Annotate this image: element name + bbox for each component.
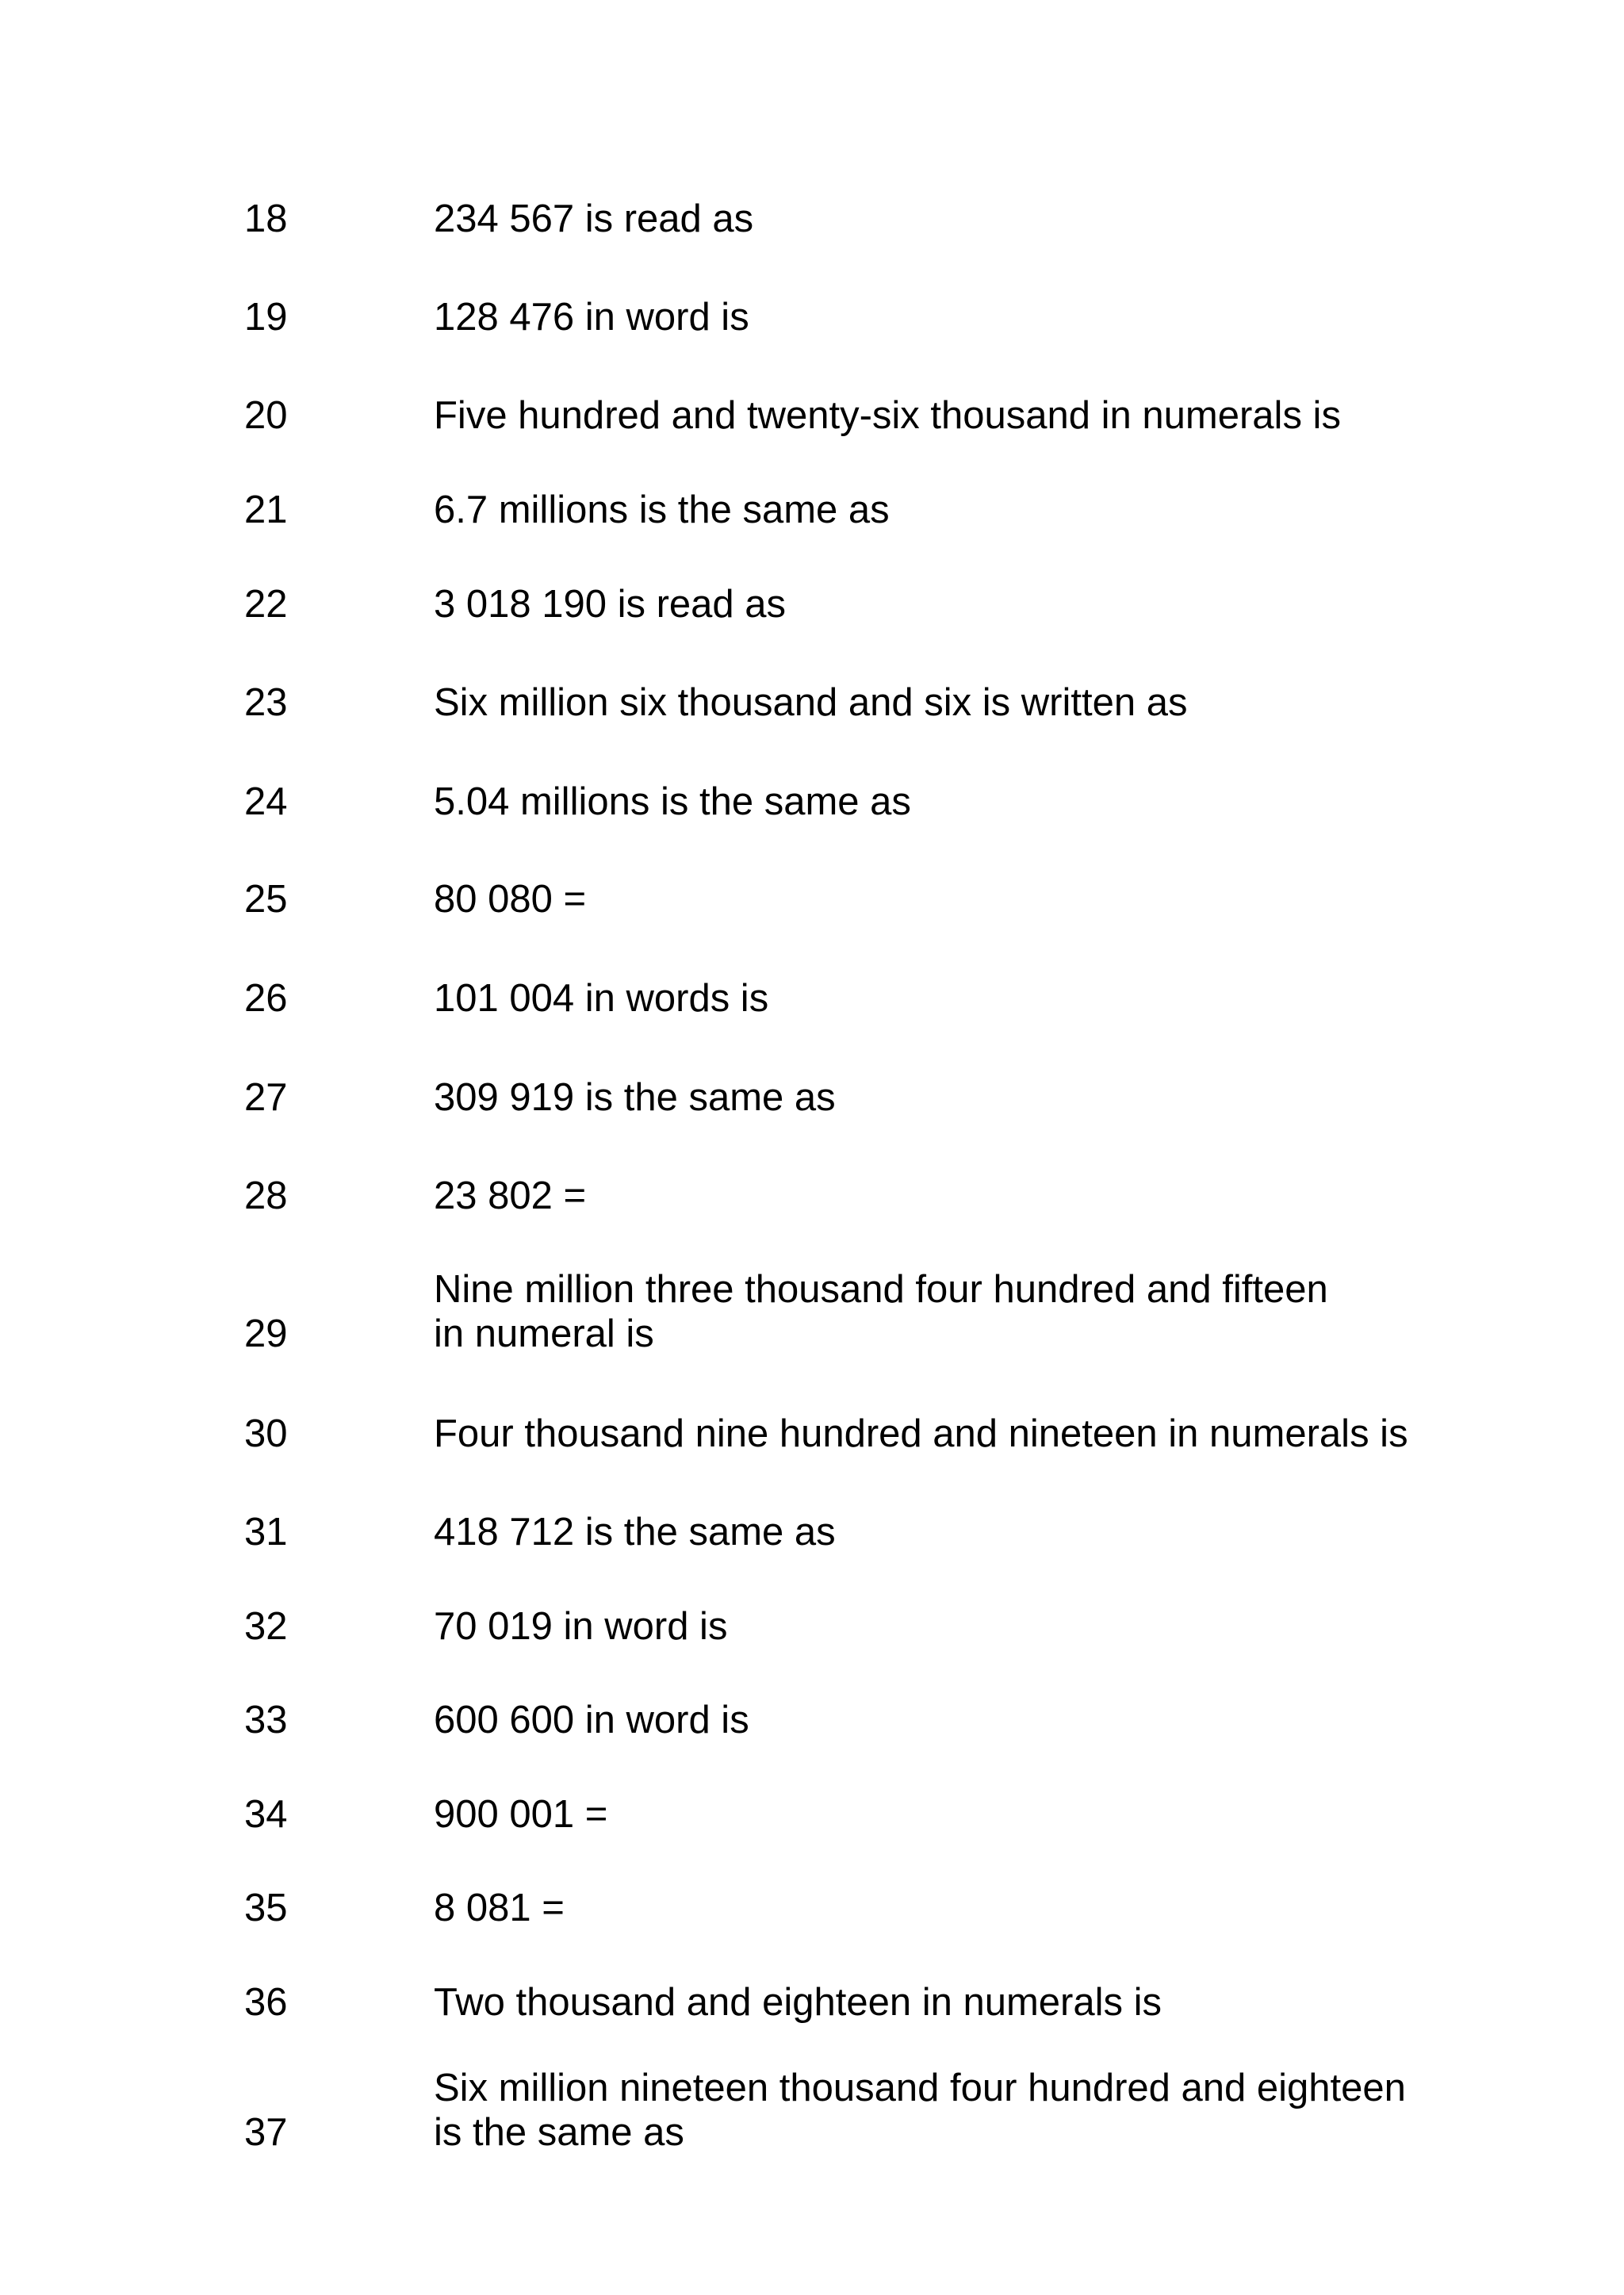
question-row-22 bbox=[0, 576, 1624, 626]
question-number: 31 bbox=[244, 1511, 288, 1554]
question-text: 309 919 is the same as bbox=[434, 1076, 836, 1119]
question-row-31 bbox=[0, 1504, 1624, 1554]
question-row-32 bbox=[0, 1598, 1624, 1649]
question-text: 23 802 = bbox=[434, 1174, 587, 1217]
question-row-24 bbox=[0, 773, 1624, 824]
question-row-34 bbox=[0, 1786, 1624, 1837]
question-number: 29 bbox=[244, 1312, 288, 1355]
question-row-21 bbox=[0, 481, 1624, 532]
question-text: 600 600 in word is bbox=[434, 1699, 749, 1741]
question-row-36 bbox=[0, 1974, 1624, 2025]
question-number: 21 bbox=[244, 489, 288, 531]
question-text: Six million six thousand and six is written as bbox=[434, 681, 1188, 724]
question-text: 6.7 millions is the same as bbox=[434, 489, 890, 531]
question-row-33 bbox=[0, 1692, 1624, 1742]
question-number: 25 bbox=[244, 878, 288, 921]
question-row-23 bbox=[0, 674, 1624, 725]
question-row-25 bbox=[0, 871, 1624, 921]
question-number: 34 bbox=[244, 1793, 288, 1836]
question-text: 80 080 = bbox=[434, 878, 587, 921]
question-row-28 bbox=[0, 1167, 1624, 1218]
question-text: Five hundred and twenty-six thousand in numerals is bbox=[434, 394, 1341, 437]
question-row-30 bbox=[0, 1405, 1624, 1456]
question-text: 5.04 millions is the same as bbox=[434, 780, 911, 823]
question-row-35 bbox=[0, 1879, 1624, 1930]
question-number: 23 bbox=[244, 681, 288, 724]
question-number: 19 bbox=[244, 296, 288, 339]
question-text: 70 019 in word is bbox=[434, 1605, 728, 1648]
question-row-20 bbox=[0, 387, 1624, 438]
question-text: Four thousand nine hundred and nineteen in numerals is bbox=[434, 1412, 1408, 1455]
question-text: 900 001 = bbox=[434, 1793, 608, 1836]
question-text: Two thousand and eighteen in numerals is bbox=[434, 1981, 1162, 2024]
question-number: 20 bbox=[244, 394, 288, 437]
question-number: 27 bbox=[244, 1076, 288, 1119]
question-text: 101 004 in words is bbox=[434, 977, 769, 1020]
question-number: 37 bbox=[244, 2111, 288, 2154]
question-row-18 bbox=[0, 190, 1624, 241]
question-text: 8 081 = bbox=[434, 1887, 565, 1929]
question-number: 28 bbox=[244, 1174, 288, 1217]
question-row-29 bbox=[0, 1261, 1624, 1356]
question-number: 35 bbox=[244, 1887, 288, 1929]
question-number: 33 bbox=[244, 1699, 288, 1741]
question-number: 30 bbox=[244, 1412, 288, 1455]
question-row-26 bbox=[0, 970, 1624, 1021]
question-number: 36 bbox=[244, 1981, 288, 2024]
question-text: 128 476 in word is bbox=[434, 296, 749, 339]
question-row-27 bbox=[0, 1069, 1624, 1120]
question-text: 234 567 is read as bbox=[434, 197, 754, 240]
question-row-37 bbox=[0, 2059, 1624, 2155]
question-number: 24 bbox=[244, 780, 288, 823]
question-row-19 bbox=[0, 289, 1624, 339]
question-number: 18 bbox=[244, 197, 288, 240]
question-text: 418 712 is the same as bbox=[434, 1511, 836, 1554]
question-text: 3 018 190 is read as bbox=[434, 583, 787, 626]
question-text: Nine million three thousand four hundred and fifteen in numeral is bbox=[434, 1268, 1328, 1355]
question-number: 32 bbox=[244, 1605, 288, 1648]
question-number: 26 bbox=[244, 977, 288, 1020]
question-text: Six million nineteen thousand four hundred and eighteen is the same as bbox=[434, 2067, 1406, 2154]
question-number: 22 bbox=[244, 583, 288, 626]
